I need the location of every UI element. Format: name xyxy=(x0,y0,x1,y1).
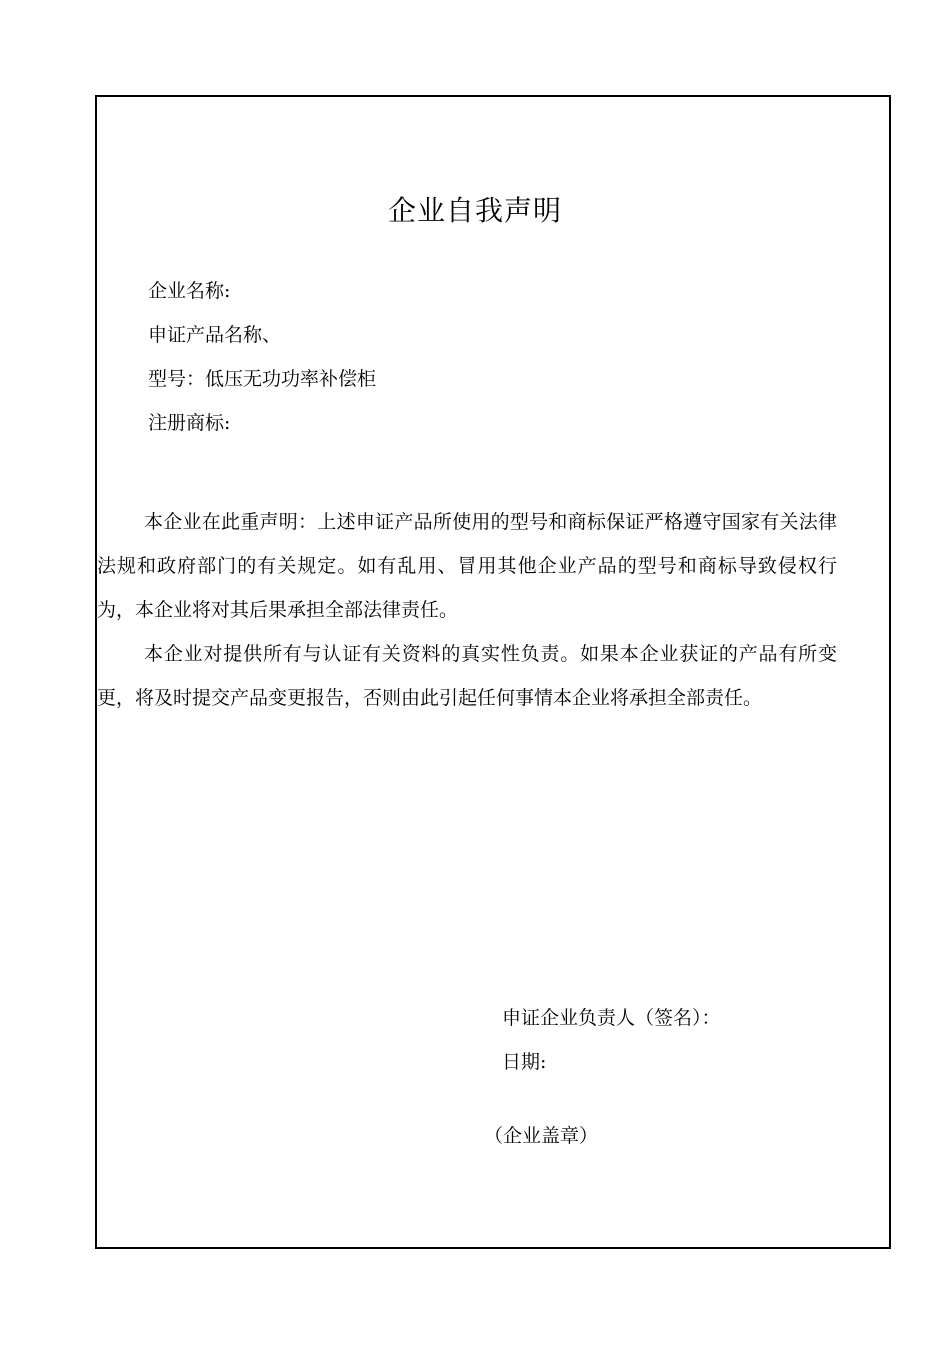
product-name-label: 申证产品名称、 xyxy=(148,324,282,346)
company-seal-label: （企业盖章） xyxy=(484,1125,599,1147)
model-line: 型号：低压无功功率补偿柜 xyxy=(148,368,377,390)
trademark-label: 注册商标: xyxy=(148,412,231,434)
document-title: 企业自我声明 xyxy=(387,194,562,227)
declaration-paragraph-2: 本企业对提供所有与认证有关资料的真实性负责。如果本企业获证的产品有所变更，将及时提交产品变更报告，否则由此引起任何事情本企业将承担全部责任。 xyxy=(97,643,837,709)
responsible-person-signature-label: 申证企业负责人（签名）： xyxy=(502,1007,721,1029)
company-name-label: 企业名称: xyxy=(148,280,231,302)
date-label: 日期: xyxy=(502,1051,547,1073)
declaration-paragraph-1: 本企业在此重声明：上述申证产品所使用的型号和商标保证严格遵守国家有关法律法规和政府部门的有关规定。如有乱用、冒用其他企业产品的型号和商标导致侵权行为，本企业将对其后果承担全部法律责任。 xyxy=(97,511,837,621)
